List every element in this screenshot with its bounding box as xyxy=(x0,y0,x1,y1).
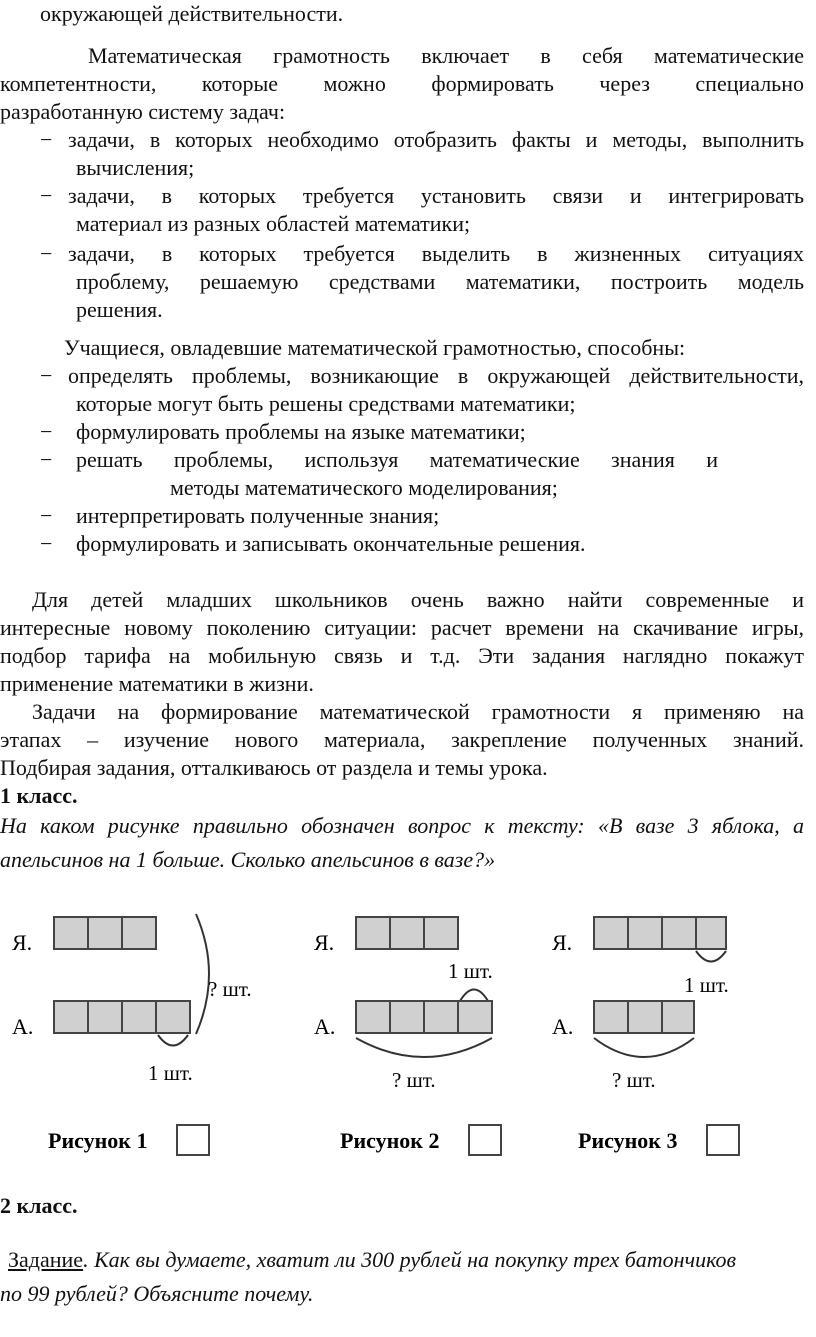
para4-line1: Задачи на формирование математической грамотности я применяю на xyxy=(32,699,804,724)
question-piece-label: ? шт. xyxy=(612,1068,656,1092)
grade2-heading: 2 класс. xyxy=(0,1193,78,1218)
list1-item3-line1: задачи, в которых требуется выделить в жизненных ситуациях xyxy=(68,241,804,266)
one-piece-label: 1 шт. xyxy=(448,959,493,983)
task-text-line2: по 99 рублей? Объясните почему. xyxy=(0,1281,314,1306)
oranges-label: А. xyxy=(552,1014,574,1039)
para1-line2: компетентности, которые можно формировать через специально xyxy=(0,71,804,96)
apples-label: Я. xyxy=(314,930,335,955)
bullet-dash: − xyxy=(40,183,53,208)
para3-line3: подбор тарифа на мобильную связь и т.д. Эти задания наглядно покажут xyxy=(0,643,804,668)
question-piece-label: ? шт. xyxy=(208,977,252,1001)
list1-item3-line3: решения. xyxy=(76,297,163,322)
apples-label: Я. xyxy=(552,930,573,955)
one-piece-label: 1 шт. xyxy=(684,973,729,997)
list2-item5: формулировать и записывать окончательные решения. xyxy=(76,531,586,556)
task-line1 xyxy=(8,1246,736,1274)
bullet-dash: − xyxy=(40,447,53,472)
para3-line1: Для детей младших школьников очень важно найти современные и xyxy=(32,587,804,612)
list1-item2-line1: задачи, в которых требуется установить связи и интегрировать xyxy=(68,183,804,208)
intro-line: окружающей действительности. xyxy=(40,1,344,26)
para1-line3: разработанную систему задач: xyxy=(0,99,286,124)
answer-checkbox-2[interactable] xyxy=(469,1125,501,1155)
grade1-question-line2: апельсинов на 1 больше. Сколько апельсинов в вазе?» xyxy=(0,847,496,872)
para4-line3: Подбирая задания, отталкиваюсь от раздела и темы урока. xyxy=(0,755,548,780)
list1-item1-line1: задачи, в которых необходимо отобразить факты и методы, выполнить xyxy=(68,127,804,152)
one-piece-label: 1 шт. xyxy=(148,1061,193,1085)
bullet-dash: − xyxy=(40,503,53,528)
list2-item4: интерпретировать полученные знания; xyxy=(76,503,440,528)
para2-line1: Учащиеся, овладевшие математической грамотностью, способны: xyxy=(64,335,686,360)
oranges-label: А. xyxy=(314,1014,336,1039)
bullet-dash: − xyxy=(40,363,53,388)
picture-1 xyxy=(12,914,252,1155)
caption-picture-3: Рисунок 3 xyxy=(578,1128,678,1153)
task-text-line1: . Как вы думаете, хватит ли 300 рублей на покупку трех батончиков xyxy=(83,1247,737,1272)
grade1-question-line1: На каком рисунке правильно обозначен вопрос к тексту: «В вазе 3 яблока, а xyxy=(0,813,804,838)
para4-line2: этапах – изучение нового материала, закрепление полученных знаний. xyxy=(0,727,804,752)
bullet-dash: − xyxy=(40,531,53,556)
list2-item1-line1: определять проблемы, возникающие в окружающей действительности, xyxy=(68,363,804,388)
para3-line4: применение математики в жизни. xyxy=(0,671,314,696)
bullet-dash: − xyxy=(40,241,53,266)
caption-picture-1: Рисунок 1 xyxy=(48,1128,148,1153)
list2-item3-line2: методы математического моделирования; xyxy=(170,475,558,500)
list2-item2: формулировать проблемы на языке математики; xyxy=(76,419,526,444)
list1-item1-line2: вычисления; xyxy=(76,155,195,180)
task-label: Задание xyxy=(8,1247,84,1272)
picture-2 xyxy=(314,917,501,1155)
answer-checkbox-3[interactable] xyxy=(707,1125,739,1155)
oranges-label: А. xyxy=(12,1014,34,1039)
para3-line2: интересные новому поколению ситуации: расчет времени на скачивание игры, xyxy=(0,615,804,640)
list1-item2-line2: материал из разных областей математики; xyxy=(76,211,471,236)
list2-item3-line1: решать проблемы, используя математические знания и xyxy=(76,447,718,472)
list1-item3-line2: проблему, решаемую средствами математики, построить модель xyxy=(76,269,804,294)
caption-picture-2: Рисунок 2 xyxy=(340,1128,440,1153)
para1-line1: Математическая грамотность включает в себя математические xyxy=(88,43,804,68)
apples-label: Я. xyxy=(12,930,33,955)
grade1-heading: 1 класс. xyxy=(0,783,78,808)
answer-checkbox-1[interactable] xyxy=(177,1125,209,1155)
question-piece-label: ? шт. xyxy=(392,1068,436,1092)
picture-3 xyxy=(552,917,739,1155)
bullet-dash: − xyxy=(40,419,53,444)
figure-diagrams xyxy=(0,900,816,1190)
bullet-dash: − xyxy=(40,127,53,152)
list2-item1-line2: которые могут быть решены средствами математики; xyxy=(76,391,576,416)
